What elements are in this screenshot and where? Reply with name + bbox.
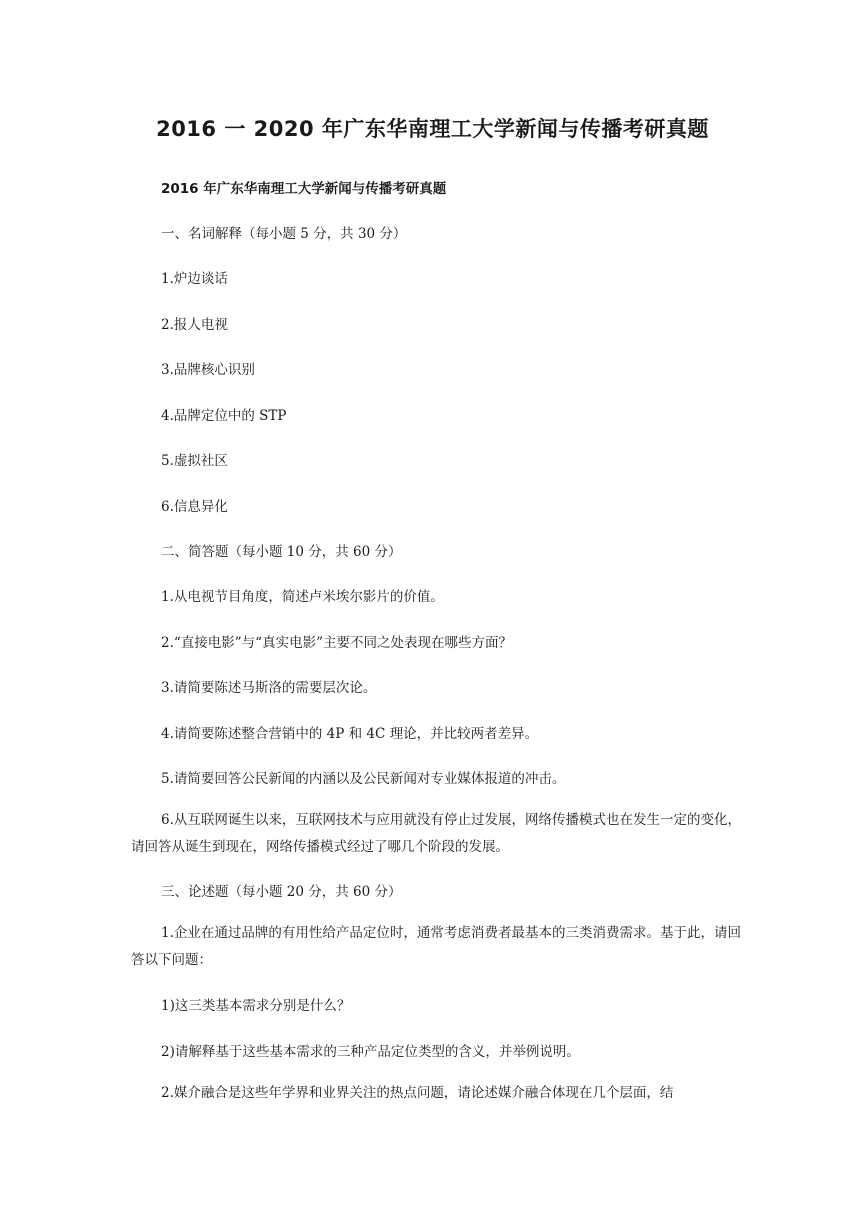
question-item: 4.请简要陈述整合营销中的 4P 和 4C 理论，并比较两者差异。 bbox=[161, 726, 539, 742]
document-title: 2016 一 2020 年广东华南理工大学新闻与传播考研真题 bbox=[156, 117, 709, 141]
question-item: 3.请简要陈述马斯洛的需要层次论。 bbox=[161, 680, 377, 696]
term-item: 1.炉边谈话 bbox=[161, 271, 228, 287]
section-3-heading: 三、论述题（每小题 20 分，共 60 分） bbox=[161, 884, 402, 900]
question-item: 6.从互联网诞生以来，互联网技术与应用就没有停止过发展，网络传播模式也在发生一定的变化，请回答从诞生到现在，网络传播模式经过了哪几个阶段的发展。 bbox=[131, 812, 741, 855]
essay-subquestion: 2)请解释基于这些基本需求的三种产品定位类型的含义，并举例说明。 bbox=[161, 1044, 580, 1060]
term-item: 4.品牌定位中的 STP bbox=[161, 408, 287, 424]
essay-question: 1.企业在通过品牌的有用性给产品定位时，通常考虑消费者最基本的三类消费需求。基于此，请回答以下问题： bbox=[131, 925, 741, 968]
term-item: 3.品牌核心识别 bbox=[161, 362, 255, 378]
section-2-heading: 二、简答题（每小题 10 分，共 60 分） bbox=[161, 544, 402, 560]
term-item: 6.信息异化 bbox=[161, 499, 228, 515]
term-item: 2.报人电视 bbox=[161, 317, 228, 333]
essay-question: 2.媒介融合是这些年学界和业界关注的热点问题，请论述媒介融合体现在几个层面，结 bbox=[161, 1085, 674, 1101]
exam-subtitle: 2016 年广东华南理工大学新闻与传播考研真题 bbox=[161, 181, 447, 197]
section-1-heading: 一、名词解释（每小题 5 分，共 30 分） bbox=[161, 226, 407, 242]
essay-subquestion: 1)这三类基本需求分别是什么？ bbox=[161, 998, 351, 1014]
question-item: 1.从电视节目角度，简述卢米埃尔影片的价值。 bbox=[161, 589, 444, 605]
question-item: 5.请简要回答公民新闻的内涵以及公民新闻对专业媒体报道的冲击。 bbox=[161, 771, 566, 787]
term-item: 5.虚拟社区 bbox=[161, 453, 228, 469]
question-item: 2.“直接电影”与“真实电影”主要不同之处表现在哪些方面？ bbox=[161, 635, 512, 651]
